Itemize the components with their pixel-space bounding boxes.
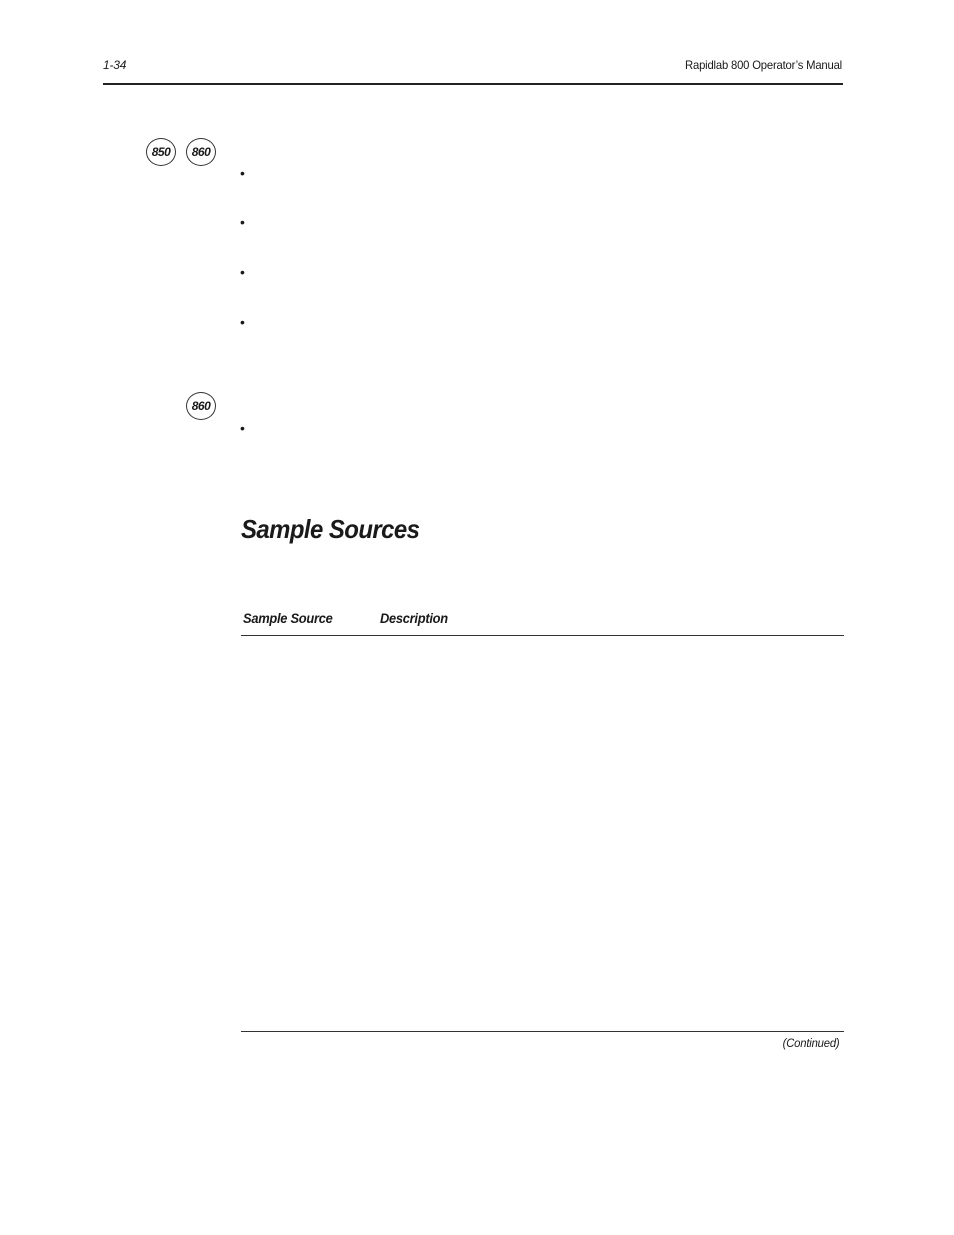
table-bottom-rule — [241, 1031, 844, 1032]
section-heading: Sample Sources — [241, 514, 420, 544]
continued-label: (Continued) — [783, 1036, 840, 1050]
running-title: Rapidlab 800 Operator’s Manual — [685, 58, 842, 72]
model-badge-860: 860 — [186, 392, 216, 420]
table-header-sample-source: Sample Source — [243, 610, 333, 626]
header-rule — [103, 83, 843, 85]
bullet-item: • — [240, 314, 245, 330]
table-header-rule — [241, 635, 844, 636]
model-badge-850: 850 — [146, 138, 176, 166]
bullet-item: • — [240, 264, 245, 280]
model-badge-860: 860 — [186, 138, 216, 166]
page-number: 1-34 — [103, 58, 127, 72]
bullet-item: • — [240, 420, 245, 436]
bullet-item: • — [240, 165, 245, 181]
bullet-item: • — [240, 214, 245, 230]
table-header-description: Description — [380, 610, 448, 626]
